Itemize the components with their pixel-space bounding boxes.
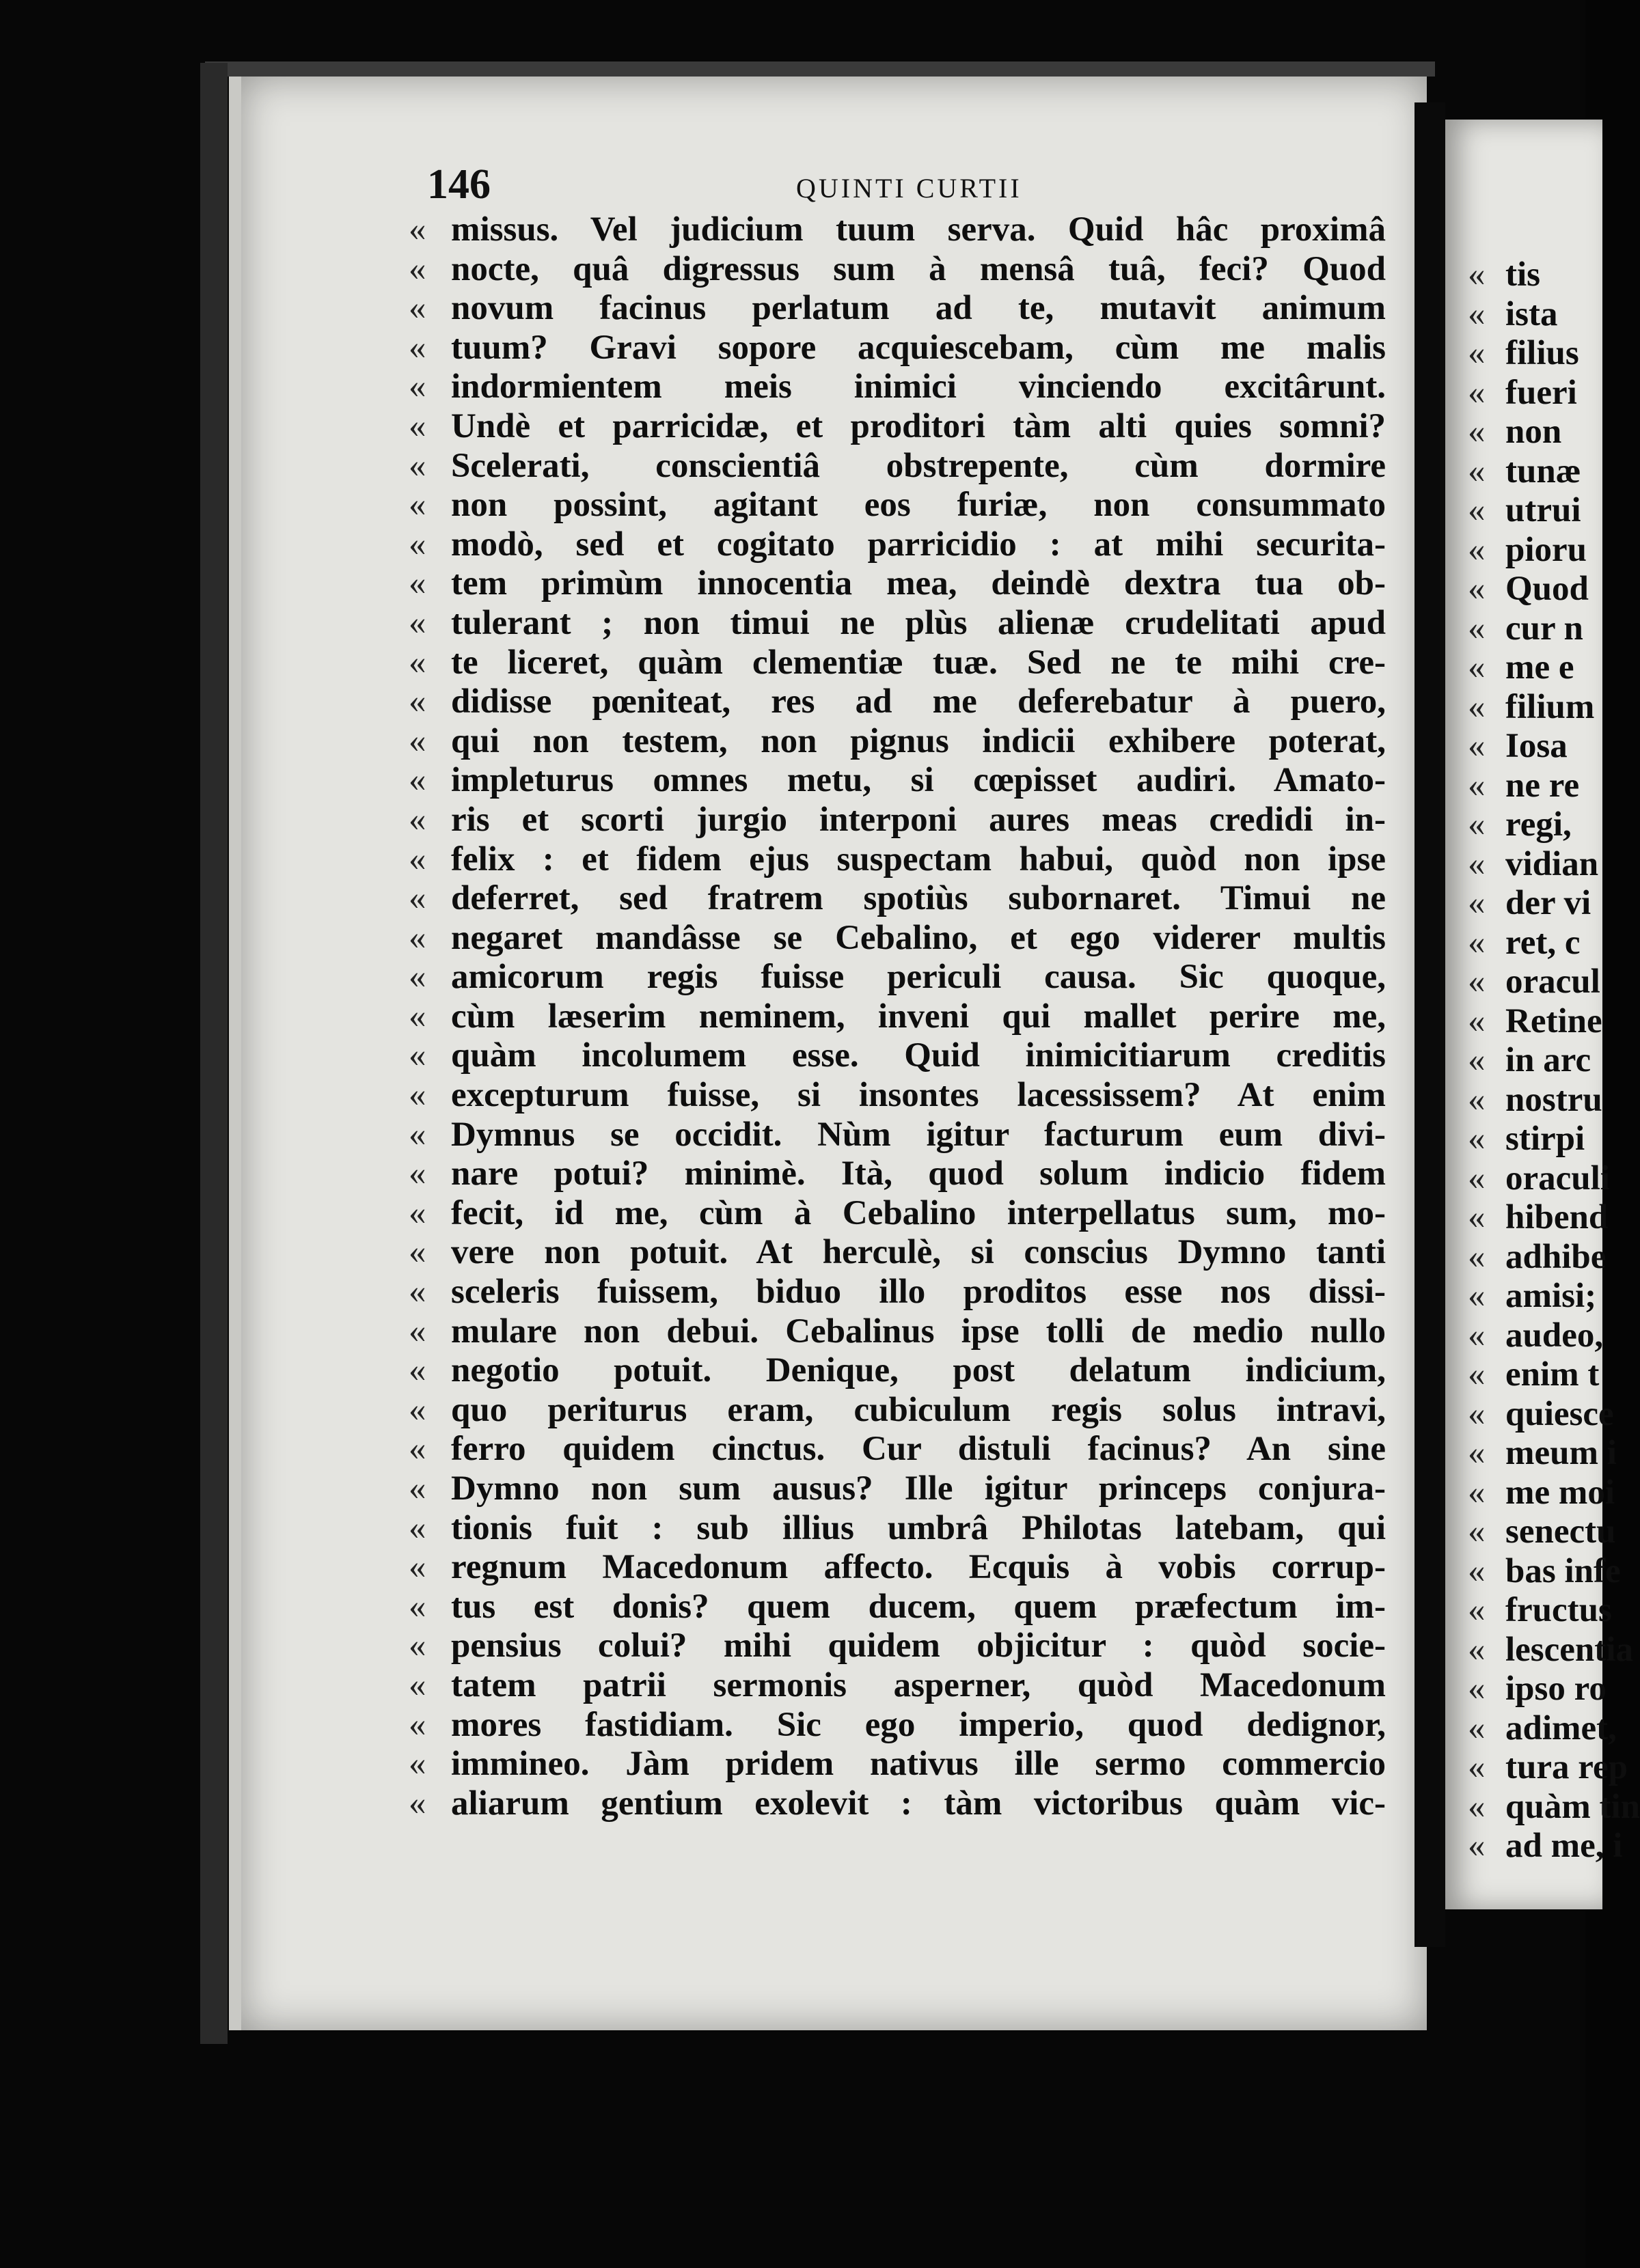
text-line [409,329,1386,368]
right-text-line [1468,766,1604,806]
right-text-line [1468,1355,1604,1395]
quote-mark: « [409,1665,426,1704]
text-line [409,525,1386,565]
running-head: QUINTI CURTII [796,173,1022,204]
right-text-line [1468,924,1604,963]
line-text: nostru [1505,1080,1602,1119]
right-text-line [1468,1709,1617,1749]
quote-mark: « [409,1627,426,1665]
text-line [409,840,1386,880]
quote-mark: « [409,1430,426,1469]
text-line [409,1548,1386,1588]
line-text: ad me, i [1505,1827,1623,1865]
quote-mark: « [1468,334,1486,372]
quote-mark: « [1468,1198,1486,1236]
right-text-line [1468,334,1604,374]
quote-mark: « [1468,766,1486,805]
line-text: regi, [1505,805,1572,844]
line-text: Scelerati, conscientiâ obstrepente, cùm dormire [451,446,1386,485]
quote-mark: « [1468,648,1486,687]
line-text: fructus [1505,1591,1612,1629]
quote-mark: « [409,446,426,485]
right-text-line [1468,452,1604,492]
quote-mark: « [409,1076,426,1115]
quote-mark: « [409,525,426,564]
quote-mark: « [409,1508,426,1547]
quote-mark: « [1468,963,1486,1001]
right-text-line [1468,374,1604,413]
line-text: Quod [1505,570,1589,608]
line-text: Dymno non sum ausus? Ille igitur princeps conjura- [451,1469,1386,1508]
right-text-line [1468,1159,1610,1199]
text-line [409,1745,1386,1784]
quote-mark: « [409,1548,426,1587]
quote-mark: « [409,486,426,525]
quote-mark: « [1468,1473,1486,1512]
quote-mark: « [409,1233,426,1272]
line-text: tus est donis? quem ducem, quem præfectum im- [451,1587,1386,1626]
line-text: qui non testem, non pignus indicii exhibere poterat, [451,721,1386,760]
quote-mark: « [409,1154,426,1193]
line-text: ris et scorti jurgio interponi aures meas credidi in- [451,800,1386,839]
text-line [409,919,1386,958]
line-text: me moi [1505,1473,1615,1512]
quote-mark: « [1468,530,1486,569]
quote-mark: « [409,1193,426,1232]
right-text-line [1468,1237,1607,1277]
quote-mark: « [1468,1591,1486,1629]
right-text-line [1468,255,1604,295]
quote-mark: « [409,643,426,682]
page-number: 146 [427,161,491,208]
quote-mark: « [409,840,426,879]
line-text: vidian [1505,844,1599,883]
text-line [409,1391,1386,1430]
text-line [409,1706,1386,1745]
text-line [409,368,1386,407]
quote-mark: « [409,406,426,445]
right-text-line [1468,1670,1607,1709]
right-text-line [1468,963,1604,1002]
quote-mark: « [1468,491,1486,529]
quote-mark: « [409,1115,426,1154]
text-line [409,1116,1386,1155]
text-line [409,879,1386,919]
line-text: tulerant ; non timui ne plùs alienæ crudelitati apud [451,603,1386,642]
quote-mark: « [1468,923,1486,962]
text-line [409,1194,1386,1234]
line-text: ista [1505,294,1558,333]
text-line [409,1627,1386,1666]
right-text-line [1468,1748,1628,1788]
text-line [409,1273,1386,1312]
right-text-line [1468,1787,1640,1827]
right-text-line [1468,1041,1604,1081]
line-text: nocte, quâ digressus sum à mensâ tuâ, feci? Quod [451,249,1386,288]
line-text: tunæ [1505,452,1581,490]
text-line [409,1430,1386,1469]
quote-mark: « [409,918,426,957]
line-text: Iosa [1505,727,1568,765]
text-line [409,958,1386,997]
right-text-line [1468,1394,1614,1435]
right-text-line [1468,1198,1609,1238]
text-line [409,1076,1386,1116]
text-line [409,210,1386,250]
line-text: excepturum fuisse, si insontes lacessissem? At enim [451,1076,1386,1115]
quote-mark: « [409,761,426,800]
quote-mark: « [409,1469,426,1508]
line-text: quiesce [1505,1394,1614,1433]
line-text: audeo, [1505,1316,1604,1355]
text-line [409,1312,1386,1352]
line-text: in arc [1505,1041,1591,1079]
text-line [409,761,1386,801]
line-text: deferret, sed fratrem spotiùs subornaret. Timui ne [451,879,1386,918]
quote-mark: « [409,1587,426,1626]
text-line [409,604,1386,644]
line-text: quo periturus eram, cubiculum regis solus intravi, [451,1390,1386,1429]
quote-mark: « [1468,1277,1486,1315]
line-text: te liceret, quàm clementiæ tuæ. Sed ne te mihi cre- [451,643,1386,682]
line-text: amicorum regis fuisse periculi causa. Sic quoque, [451,958,1386,997]
quote-mark: « [409,1705,426,1744]
right-text-line [1468,295,1604,335]
line-text: senectu [1505,1512,1616,1551]
text-line [409,1154,1386,1194]
quote-mark: « [1468,1394,1486,1433]
quote-mark: « [1468,1670,1486,1708]
right-text-line [1468,845,1604,885]
right-text-line [1468,1551,1621,1592]
quote-mark: « [1468,727,1486,765]
quote-mark: « [409,1745,426,1784]
quote-mark: « [1468,1748,1486,1786]
line-text: non possint, agitant eos furiæ, non consummato [451,486,1386,525]
right-text-line [1468,727,1604,766]
line-text: quàm incolumem esse. Quid inimicitiarum creditis [451,1036,1386,1075]
quote-mark: « [1468,452,1486,490]
quote-mark: « [1468,1434,1486,1472]
quote-mark: « [409,603,426,642]
quote-mark: « [409,800,426,839]
right-text-line [1468,531,1604,570]
line-text: enim t [1505,1355,1600,1394]
line-text: Undè et parricidæ, et proditori tàm alti quies somni? [451,406,1386,445]
line-text: Retine [1505,1001,1602,1040]
book-gutter [1414,102,1445,1947]
right-text-line [1468,688,1604,728]
right-text-line [1468,1120,1604,1159]
book-top-edge [205,61,1435,77]
line-text: tura rep [1505,1748,1628,1786]
right-text-line [1468,1277,1604,1316]
quote-mark: « [1468,1827,1486,1865]
line-text: tem primùm innocentia mea, deindè dextra tua ob- [451,564,1386,603]
right-text-line [1468,884,1604,924]
line-text: quàm tin [1505,1787,1640,1826]
text-line [409,1233,1386,1273]
line-text: regnum Macedonum affecto. Ecquis à vobis corrup- [451,1548,1386,1587]
right-text-line [1468,1002,1604,1042]
text-line [409,1509,1386,1549]
text-line [409,722,1386,762]
line-text: fueri [1505,373,1577,412]
quote-mark: « [1468,255,1486,294]
quote-mark: « [409,1784,426,1823]
right-text-line [1468,648,1604,688]
right-text-line [1468,1316,1604,1356]
quote-mark: « [1468,1355,1486,1394]
line-text: tuum? Gravi sopore acquiescebam, cùm me malis [451,328,1386,367]
line-text: filius [1505,334,1579,372]
line-text: indormientem meis inimici vinciendo excitârunt. [451,368,1386,406]
text-line [409,801,1386,840]
line-text: ret, c [1505,923,1581,962]
line-text: pioru [1505,530,1587,569]
line-text: ipso ro [1505,1670,1607,1708]
line-text: meum i [1505,1434,1617,1472]
quote-mark: « [1468,294,1486,333]
text-line [409,486,1386,525]
right-text-line [1468,413,1604,452]
line-text: pensius colui? mihi quidem objicitur : quòd socie- [451,1627,1386,1665]
text-line [409,564,1386,604]
line-text: missus. Vel judicium tuum serva. Quid hâc proximâ [451,210,1386,249]
quote-mark: « [409,564,426,603]
line-text: negotio potuit. Denique, post delatum indicium, [451,1351,1386,1390]
line-text: utrui [1505,491,1581,529]
quote-mark: « [409,1312,426,1351]
line-text: novum facinus perlatum ad te, mutavit animum [451,289,1386,328]
line-text: cùm læserim neminem, inveni qui mallet perire me, [451,997,1386,1036]
line-text: tionis fuit : sub illius umbrâ Philotas latebam, qui [451,1508,1386,1547]
line-text: mores fastidiam. Sic ego imperio, quod dedignor, [451,1705,1386,1744]
right-text-line [1468,570,1604,609]
line-text: fecit, id me, cùm à Cebalino interpellatus sum, mo- [451,1193,1386,1232]
line-text: cur n [1505,609,1583,648]
quote-mark: « [1468,1237,1486,1276]
text-line [409,289,1386,329]
quote-mark: « [1468,373,1486,412]
line-text: oracul [1505,963,1600,1001]
quote-mark: « [409,328,426,367]
quote-mark: « [1468,1709,1486,1747]
line-text: mulare non debui. Cebalinus ipse tolli de medio nullo [451,1312,1386,1351]
text-line [409,682,1386,722]
quote-mark: « [1468,805,1486,844]
quote-mark: « [409,682,426,721]
line-text: tis [1505,255,1540,294]
text-line [409,1036,1386,1076]
text-line [409,1588,1386,1627]
quote-mark: « [409,958,426,997]
right-text-line [1468,1591,1612,1631]
line-text: adhibe [1505,1237,1607,1276]
text-line [409,644,1386,683]
text-line [409,997,1386,1037]
line-text: felix : et fidem ejus suspectam habui, quòd non ipse [451,840,1386,879]
line-text: non [1505,413,1562,451]
quote-mark: « [1468,1512,1486,1551]
line-text: Dymnus se occidit. Nùm igitur facturum eum divi- [451,1115,1386,1154]
quote-mark: « [409,1351,426,1390]
quote-mark: « [1468,609,1486,648]
line-text: me e [1505,648,1574,687]
line-text: aliarum gentium exolevit : tàm victoribus quàm vic- [451,1784,1386,1823]
quote-mark: « [409,249,426,288]
quote-mark: « [409,1390,426,1429]
quote-mark: « [409,210,426,249]
right-text-line [1468,805,1604,845]
text-line [409,407,1386,447]
quote-mark: « [409,997,426,1036]
right-text-line [1468,1630,1633,1670]
left-page-text [409,210,1386,1823]
quote-mark: « [409,368,426,406]
quote-mark: « [1468,1551,1486,1590]
line-text: didisse pœniteat, res ad me deferebatur à puero, [451,682,1386,721]
quote-mark: « [1468,1120,1486,1158]
quote-mark: « [1468,1316,1486,1355]
quote-mark: « [409,289,426,328]
quote-mark: « [1468,1080,1486,1119]
quote-mark: « [1468,844,1486,883]
line-text: impleturus omnes metu, si cœpisset audiri. Amato- [451,761,1386,800]
line-text: filium [1505,687,1595,726]
line-text: stirpi [1505,1120,1585,1158]
right-page-text [1468,255,1640,1866]
line-text: negaret mandâsse se Cebalino, et ego viderer multis [451,918,1386,957]
line-text: oraculi [1505,1159,1610,1198]
line-text: adimet, [1505,1709,1617,1747]
line-text: der vi [1505,884,1591,922]
right-text-line [1468,1827,1623,1866]
line-text: immineo. Jàm pridem nativus ille sermo commercio [451,1745,1386,1784]
quote-mark: « [1468,1041,1486,1079]
quote-mark: « [1468,570,1486,608]
quote-mark: « [1468,1787,1486,1826]
quote-mark: « [409,721,426,760]
quote-mark: « [1468,413,1486,451]
line-text: nare potui? minimè. Ità, quod solum indicio fidem [451,1154,1386,1193]
right-text-line [1468,1081,1604,1120]
line-text: vere non potuit. At herculè, si conscius Dymno tanti [451,1233,1386,1272]
text-line [409,447,1386,486]
right-text-line [1468,491,1604,531]
text-line [409,1351,1386,1391]
text-line [409,1666,1386,1706]
quote-mark: « [409,1036,426,1075]
line-text: ne re [1505,766,1580,805]
quote-mark: « [1468,1159,1486,1198]
right-text-line [1468,609,1604,649]
quote-mark: « [1468,1001,1486,1040]
text-line [409,1469,1386,1509]
line-text: tatem patrii sermonis asperner, quòd Macedonum [451,1665,1386,1704]
line-text: amisi; [1505,1277,1597,1315]
quote-mark: « [1468,687,1486,726]
line-text: hibend [1505,1198,1609,1236]
right-text-line [1468,1473,1615,1513]
line-text: ferro quidem cinctus. Cur distuli facinus? An sine [451,1430,1386,1469]
line-text: sceleris fuissem, biduo illo proditos esse nos dissi- [451,1273,1386,1312]
line-text: modò, sed et cogitato parricidio : at mihi securita- [451,525,1386,564]
text-line [409,250,1386,290]
quote-mark: « [1468,884,1486,922]
right-text-line [1468,1434,1617,1474]
line-text: lescentia [1505,1630,1633,1669]
line-text: bas infe [1505,1551,1621,1590]
quote-mark: « [409,1273,426,1312]
right-text-line [1468,1512,1616,1552]
quote-mark: « [1468,1630,1486,1669]
text-line [409,1784,1386,1824]
quote-mark: « [409,879,426,918]
